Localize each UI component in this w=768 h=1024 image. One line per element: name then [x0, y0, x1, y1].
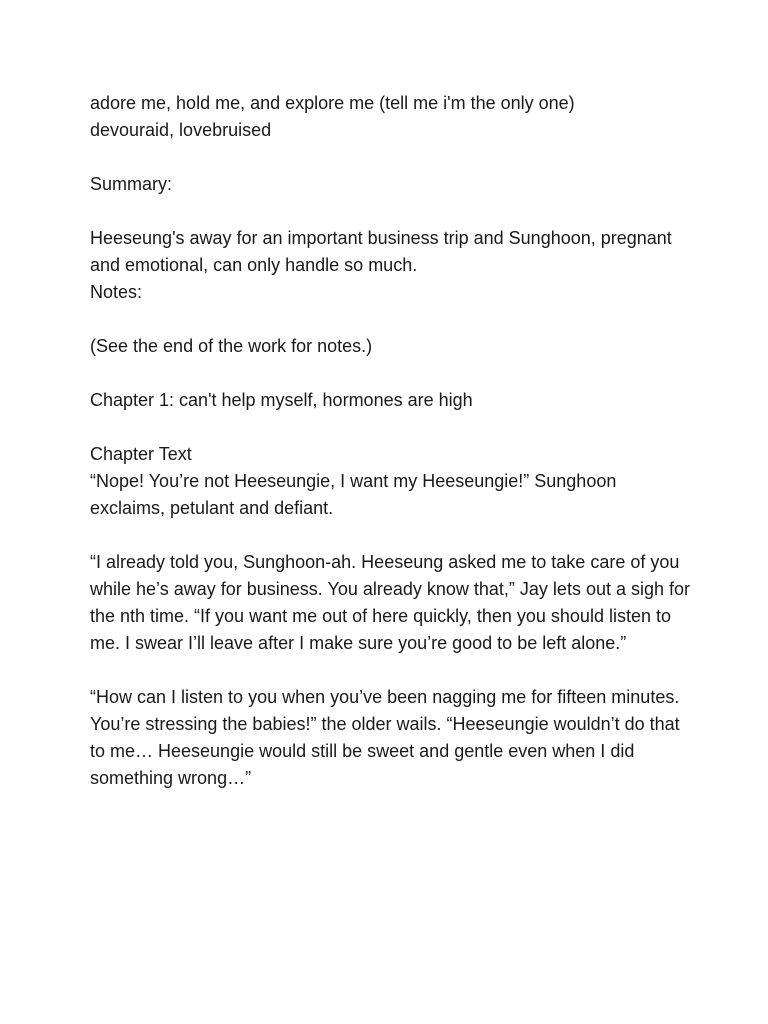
notes-text: (See the end of the work for notes.) [90, 336, 373, 356]
summary-text: Heeseung's away for an important business trip and Sunghoon, pregnant and emotional, can only handle so much. [90, 228, 672, 275]
spacer [90, 198, 690, 225]
spacer [90, 306, 690, 333]
work-title: adore me, hold me, and explore me (tell me i'm the only one) [90, 93, 575, 113]
spacer [90, 522, 690, 549]
story-paragraph: “How can I listen to you when you’ve been nagging me for fifteen minutes. You’re stressing the babies!” the older wails. “Heeseungie wouldn’t do that to me… Heeseungie would still be sweet and gentle even when I did something wrong…” [90, 687, 680, 788]
spacer [90, 360, 690, 387]
chapter-heading: Chapter 1: can't help myself, hormones are high [90, 390, 473, 410]
chapter-text-label: Chapter Text [90, 444, 192, 464]
spacer [90, 414, 690, 441]
spacer [90, 144, 690, 171]
spacer [90, 657, 690, 684]
story-paragraph: “I already told you, Sunghoon-ah. Heeseung asked me to take care of you while he’s away for business. You already know that,” Jay lets out a sigh for the nth time. “If you want me out of here quickly, then you should listen to me. I swear I’ll leave after I make sure you’re good to be left alone.” [90, 552, 691, 653]
notes-label: Notes: [90, 282, 143, 302]
work-authors: devouraid, lovebruised [90, 120, 272, 140]
document-page [90, 90, 690, 792]
summary-label: Summary: [90, 174, 173, 194]
story-paragraph: “Nope! You’re not Heeseungie, I want my Heeseungie!” Sunghoon exclaims, petulant and defiant. [90, 471, 617, 518]
